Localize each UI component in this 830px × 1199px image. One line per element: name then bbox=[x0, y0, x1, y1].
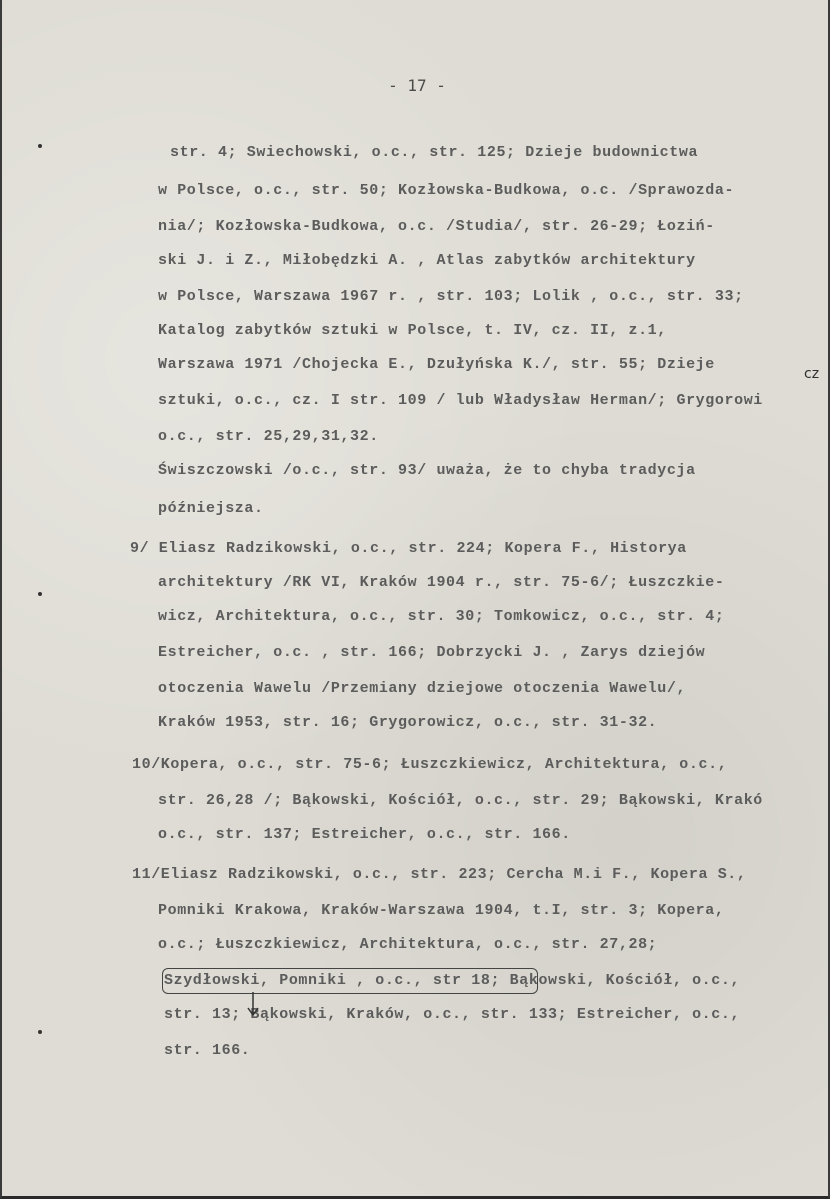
text-line: str. 13; Bąkowski, Kraków, o.c., str. 133; Estreicher, o.c., bbox=[164, 1006, 741, 1023]
text-line: Kraków 1953, str. 16; Grygorowicz, o.c., str. 31-32. bbox=[158, 714, 658, 731]
text-line: Świszczowski /o.c., str. 93/ uważa, że to chyba tradycja bbox=[158, 462, 696, 479]
footnote-line: 11/Eliasz Radzikowski, o.c., str. 223; Cercha M.i F., Kopera S., bbox=[132, 866, 747, 883]
text-line: architektury /RK VI, Kraków 1904 r., str. 75-6/; Łuszczkie- bbox=[158, 574, 725, 591]
text-line: Estreicher, o.c. , str. 166; Dobrzycki J. , Zarys dziejów bbox=[158, 644, 706, 661]
text-line: Pomniki Krakowa, Kraków-Warszawa 1904, t.I, str. 3; Kopera, bbox=[158, 902, 725, 919]
text-line: sztuki, o.c., cz. I str. 109 / lub Władysław Herman/; Grygorowi bbox=[158, 392, 763, 409]
text-line: str. 26,28 /; Bąkowski, Kościół, o.c., str. 29; Bąkowski, Krakó bbox=[158, 792, 763, 809]
circled-reference-mark bbox=[162, 968, 538, 994]
text-line: o.c.; Łuszczkiewicz, Architektura, o.c., str. 27,28; bbox=[158, 936, 658, 953]
speck bbox=[38, 592, 42, 596]
text-line: Warszawa 1971 /Chojecka E., Dzułyńska K./, str. 55; Dzieje bbox=[158, 356, 715, 373]
text-line: późniejsza. bbox=[158, 500, 264, 517]
footnote-line: 10/Kopera, o.c., str. 75-6; Łuszczkiewicz, Architektura, o.c., bbox=[132, 756, 728, 773]
speck bbox=[38, 1030, 42, 1034]
text-line: w Polsce, Warszawa 1967 r. , str. 103; Lolik , o.c., str. 33; bbox=[158, 288, 744, 305]
text-line: o.c., str. 137; Estreicher, o.c., str. 166. bbox=[158, 826, 571, 843]
text-line: Szydłowski, Pomniki , o.c., str 18; Bąkowski, Kościół, o.c., bbox=[164, 972, 741, 989]
text-line: nia/; Kozłowska-Budkowa, o.c. /Studia/, str. 26-29; Łoziń- bbox=[158, 218, 715, 235]
text-line: w Polsce, o.c., str. 50; Kozłowska-Budkowa, o.c. /Sprawozda- bbox=[158, 182, 735, 199]
text-line: o.c., str. 25,29,31,32. bbox=[158, 428, 379, 445]
text-line: Katalog zabytków sztuki w Polsce, t. IV, cz. II, z.1, bbox=[158, 322, 667, 339]
text-line: str. 4; Swiechowski, o.c., str. 125; Dzieje budownictwa bbox=[170, 144, 699, 161]
text-line: wicz, Architektura, o.c., str. 30; Tomkowicz, o.c., str. 4; bbox=[158, 608, 725, 625]
text-line: otoczenia Wawelu /Przemiany dziejowe otoczenia Wawelu/, bbox=[158, 680, 687, 697]
arrow-down-icon bbox=[246, 992, 260, 1018]
text-line: ski J. i Z., Miłobędzki A. , Atlas zabytków architektury bbox=[158, 252, 696, 269]
footnote-line: 9/ Eliasz Radzikowski, o.c., str. 224; Kopera F., Historya bbox=[130, 540, 687, 557]
page-number: - 17 - bbox=[388, 76, 446, 95]
text-line: str. 166. bbox=[164, 1042, 251, 1059]
speck bbox=[38, 144, 42, 148]
handwritten-margin-note: cz bbox=[804, 366, 820, 382]
